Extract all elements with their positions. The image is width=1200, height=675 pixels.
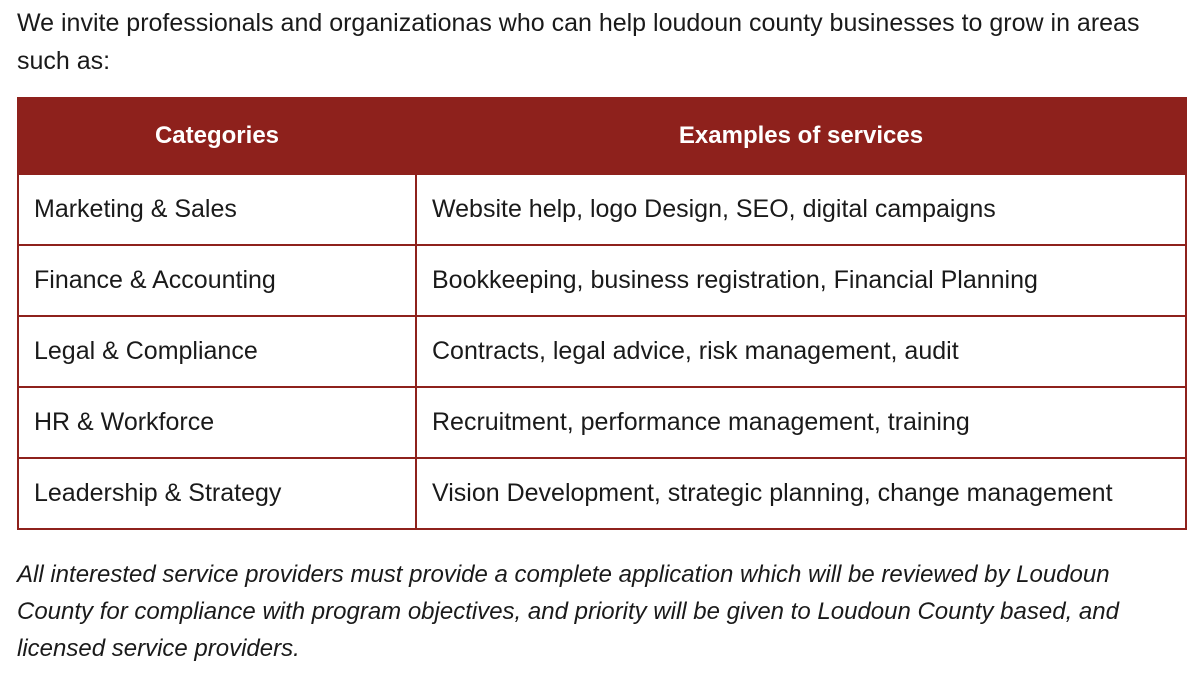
services-table bbox=[17, 97, 1187, 530]
services-cell: Vision Development, strategic planning, change management bbox=[416, 458, 1186, 529]
table-row bbox=[18, 458, 1186, 529]
header-examples-of-services: Examples of services bbox=[416, 98, 1186, 174]
services-cell: Recruitment, performance management, training bbox=[416, 387, 1186, 458]
intro-paragraph: We invite professionals and organizationas who can help loudoun county businesses to grow in areas such as: bbox=[17, 9, 1140, 75]
table-row bbox=[18, 245, 1186, 316]
table-row bbox=[18, 387, 1186, 458]
table-row bbox=[18, 174, 1186, 245]
category-cell: Legal & Compliance bbox=[18, 316, 416, 387]
category-cell: Finance & Accounting bbox=[18, 245, 416, 316]
category-cell: Marketing & Sales bbox=[18, 174, 416, 245]
services-cell: Bookkeeping, business registration, Financial Planning bbox=[416, 245, 1186, 316]
category-cell: Leadership & Strategy bbox=[18, 458, 416, 529]
table-row bbox=[18, 316, 1186, 387]
category-cell: HR & Workforce bbox=[18, 387, 416, 458]
services-cell: Website help, logo Design, SEO, digital campaigns bbox=[416, 174, 1186, 245]
application-note: All interested service providers must provide a complete application which will be reviewed by Loudoun County for compliance with program objectives, and priority will be given to Loudoun County based, and licensed service providers. bbox=[17, 561, 1119, 662]
header-categories: Categories bbox=[18, 98, 416, 174]
services-cell: Contracts, legal advice, risk management, audit bbox=[416, 316, 1186, 387]
table-header-row bbox=[18, 98, 1186, 174]
